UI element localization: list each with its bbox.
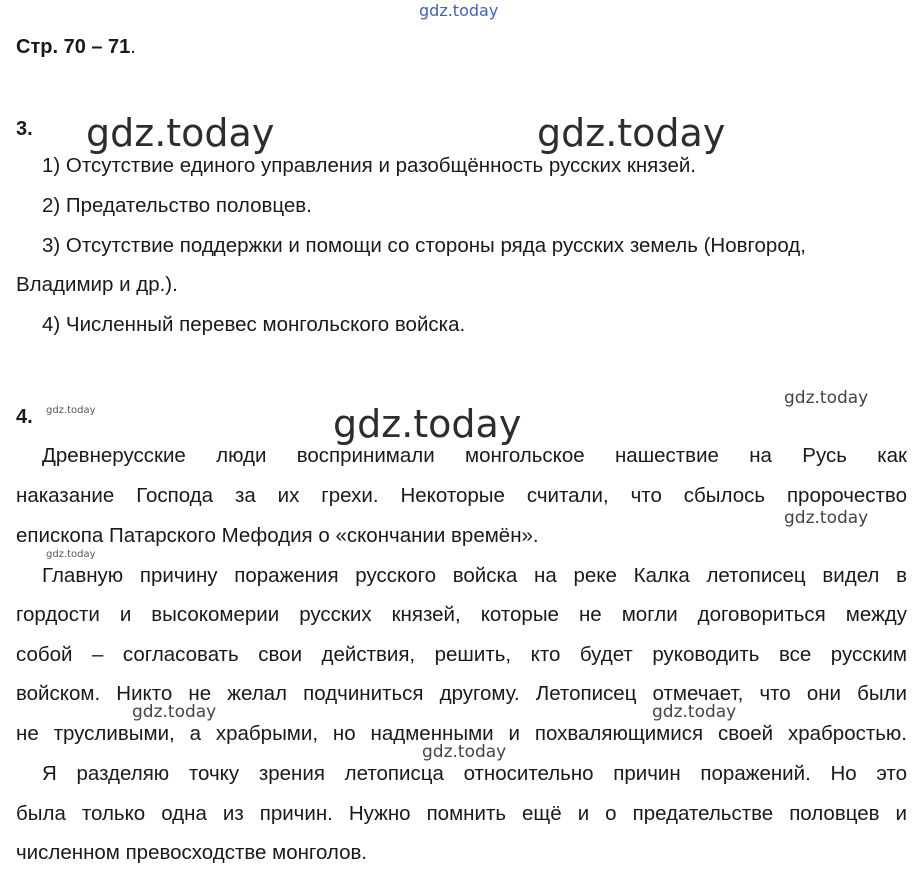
text-line: епископа Патарского Мефодия о «скончании времён». (16, 524, 539, 547)
watermark: gdz.today (784, 508, 869, 528)
text-line: гордости и высокомерии русских князей, которые не могли договориться между (16, 605, 907, 626)
watermark: gdz.today (333, 402, 522, 446)
page-title-text: Стр. 70 – 71 (16, 36, 131, 58)
text-line: собой – согласовать свои действия, решить, кто будет руководить все русским (16, 645, 907, 666)
text-line: была только одна из причин. Нужно помнить ещё и о предательстве половцев и (16, 804, 907, 825)
watermark: gdz.today (46, 405, 96, 416)
watermark: gdz.today (132, 702, 217, 722)
watermark: gdz.today (537, 111, 726, 155)
text-line: численном превосходстве монголов. (16, 841, 368, 864)
text-line: Древнерусские люди воспринимали монгольское нашествие на Русь как (42, 446, 907, 467)
watermark: gdz.today (784, 388, 869, 408)
watermark: gdz.today (419, 1, 499, 20)
task-number: 4. (16, 406, 33, 428)
watermark: gdz.today (46, 549, 96, 560)
list-item: 3) Отсутствие поддержки и помощи со стороны ряда русских земель (Новгород, (42, 234, 806, 257)
list-item: 1) Отсутствие единого управления и разобщённость русских князей. (42, 154, 696, 177)
page-title (16, 36, 136, 59)
task-number: 3. (16, 118, 33, 140)
watermark: gdz.today (422, 742, 507, 762)
text-line: Я разделяю точку зрения летописца относительно причин поражений. Но это (42, 764, 907, 785)
page-title-dot: . (130, 36, 136, 58)
list-item-continuation: Владимир и др.). (16, 273, 178, 296)
text-line: наказание Господа за их грехи. Некоторые считали, что сбылось пророчество (16, 486, 907, 507)
list-item: 2) Предательство половцев. (42, 194, 312, 217)
text-line: Главную причину поражения русского войска на реке Калка летописец видел в (42, 566, 907, 587)
watermark: gdz.today (86, 111, 275, 155)
list-item: 4) Численный перевес монгольского войска. (42, 313, 466, 336)
text-line: войском. Никто не желал подчиниться другому. Летописец отмечает, что они были (16, 684, 907, 705)
text-line: не трусливыми, а храбрыми, но надменными и похваляющимися своей храбростью. (16, 724, 907, 745)
watermark: gdz.today (652, 702, 737, 722)
